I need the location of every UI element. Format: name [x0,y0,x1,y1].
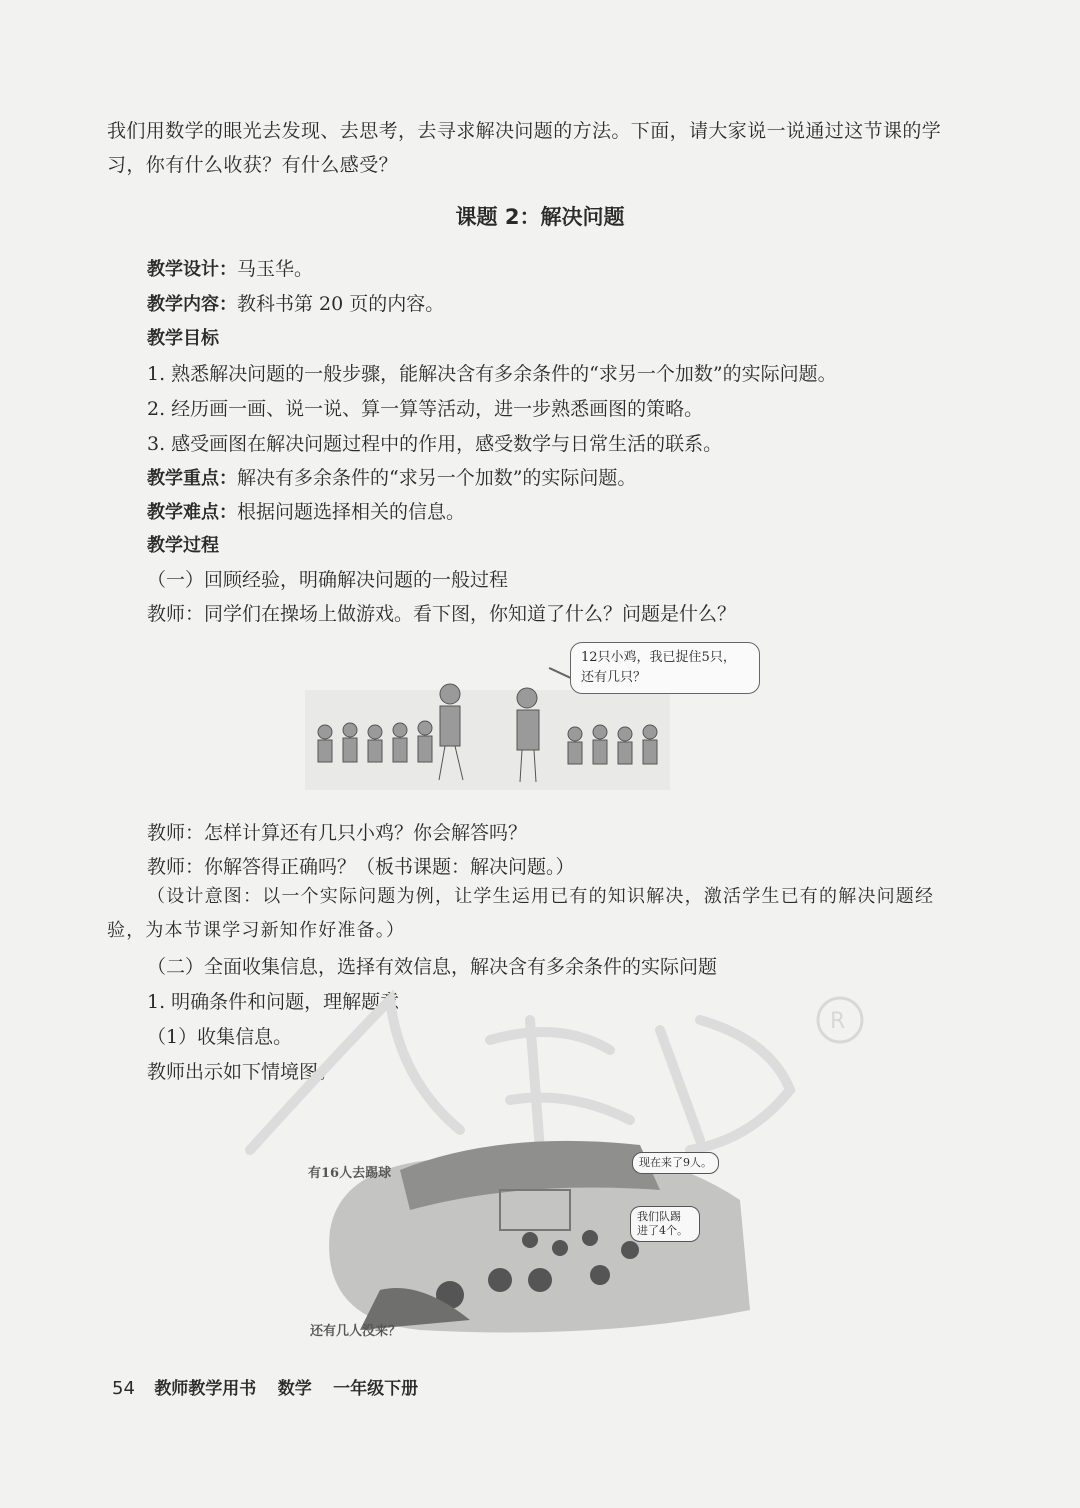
key-line [147,461,636,496]
svg-text:R: R [830,1009,846,1034]
section-1-heading: （一）回顾经验，明确解决问题的一般过程 [147,569,509,591]
soccer-scene [300,1130,760,1340]
goal-item-3: 3. 感受画图在解决问题过程中的作用，感受数学与日常生活的联系。 [147,433,723,455]
bubble-line-2: 还有几只？ [581,670,647,685]
footer-grade: 一年级下册 [333,1379,419,1399]
bubble-line-1: 12只小鸡，我已捉住5只， [581,650,736,665]
speech-bubble [570,642,760,694]
key-value: 解决有多余条件的“求另一个加数”的实际问题。 [237,467,637,489]
difficulty-label: 教学难点： [147,502,237,523]
content-line [147,287,444,322]
key-label: 教学重点： [147,468,237,489]
goal-item-2: 2. 经历画一画、说一说、算一算等活动，进一步熟悉画图的策略。 [147,398,704,420]
design-value: 马玉华。 [237,258,314,280]
teacher-line-4: 教师出示如下情境图。 [147,1061,338,1083]
scene-label-bottom: 还有几人没来？ [310,1324,402,1339]
content-value: 教科书第 20 页的内容。 [237,293,445,315]
scene-label-top: 有16人去踢球 [308,1166,392,1181]
scene-bubble-2 [630,1206,700,1242]
difficulty-line [147,495,465,530]
scene-bubble-2-line-1: 我们队踢 [637,1210,681,1223]
design-line [147,252,313,287]
content-label: 教学内容： [147,294,237,315]
scene-bubble-2-line-2: 进了4个。 [637,1224,688,1237]
section-2-1-1: （1）收集信息。 [147,1026,293,1048]
design-label: 教学设计： [147,259,237,280]
footer-subject: 数学 [277,1379,312,1399]
footer-book: 教师教学用书 [154,1379,257,1399]
goals-heading: 教学目标 [147,328,219,349]
teacher-line-2: 教师：怎样计算还有几只小鸡？你会解答吗？ [147,822,528,844]
teacher-line-1: 教师：同学们在操场上做游戏。看下图，你知道了什么？问题是什么？ [147,603,737,625]
page-number: 54 [112,1378,135,1399]
section-2-heading: （二）全面收集信息，选择有效信息，解决含有多余条件的实际问题 [147,956,718,978]
goal-item-1: 1. 熟悉解决问题的一般步骤，能解决含有多余条件的“求另一个加数”的实际问题。 [147,363,837,385]
lesson-title: 课题 2：解决问题 [455,205,625,229]
process-heading: 教学过程 [147,535,219,556]
design-intent: （设计意图：以一个实际问题为例，让学生运用已有的知识解决，激活学生已有的解决问题经验，为本节课学习新知作好准备。） [107,886,935,941]
teacher-line-3: 教师：你解答得正确吗？（板书课题：解决问题。） [147,856,575,878]
difficulty-value: 根据问题选择相关的信息。 [237,501,466,523]
intro-paragraph: 我们用数学的眼光去发现、去思考，去寻求解决问题的方法。下面，请大家说一说通过这节课的学习，你有什么收获？有什么感受？ [107,120,942,176]
section-2-1: 1. 明确条件和问题，理解题意 [147,991,400,1013]
scene-bubble-1: 现在来了9人。 [632,1152,719,1174]
page-footer [112,1374,434,1399]
